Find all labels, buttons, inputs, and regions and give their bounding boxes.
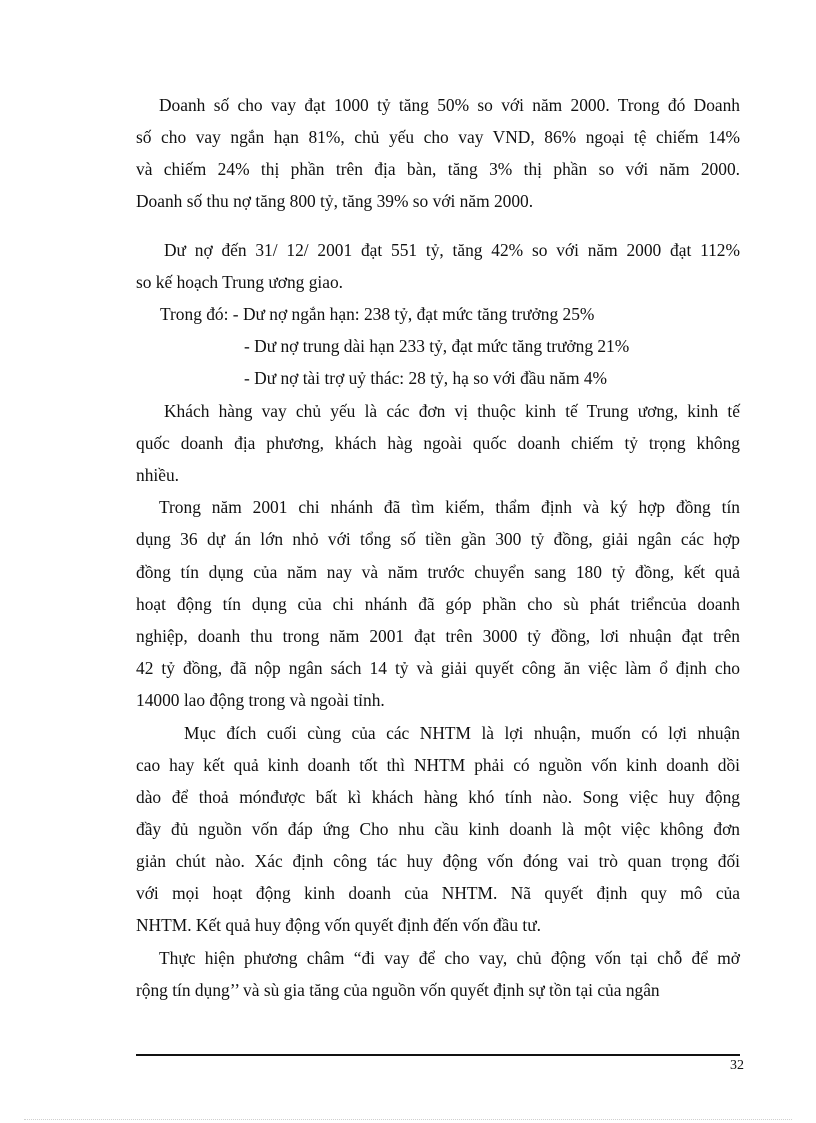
text-line: Trong năm 2001 chi nhánh đã tìm kiếm, thẩm định và ký hợp đồng tín: [159, 497, 740, 517]
text-line: Thực hiện phương châm “đi vay để cho vay, chủ động vốn tại chỗ để mở: [159, 948, 740, 968]
text-line: Khách hàng vay chủ yếu là các đơn vị thuộc kinh tế Trung ương, kinh tế: [164, 401, 740, 421]
text-line: dụng 36 dự án lớn nhỏ với tổng số tiền gần 300 tỷ đồng, giải ngân các hợp: [136, 529, 740, 549]
text-line: 42 tỷ đồng, đã nộp ngân sách 14 tỷ và giải quyết công ăn việc làm ổ định cho: [136, 658, 740, 678]
text-line: đầy đủ nguồn vốn đáp ứng Cho nhu cầu kinh doanh là một việc không đơn: [136, 819, 740, 839]
text-line: và chiếm 24% thị phần trên địa bàn, tăng 3% thị phần so với năm 2000.: [136, 159, 740, 179]
page-number: 32: [730, 1058, 744, 1073]
text-line: so kế hoạch Trung ương giao.: [136, 272, 344, 292]
list-item: - Dư nợ trung dài hạn 233 tỷ, đạt mức tăng trưởng 21%: [244, 336, 630, 356]
text-line: nghiệp, doanh thu trong năm 2001 đạt trên 3000 tỷ đồng, lơi nhuận đạt trên: [136, 626, 740, 646]
text-line: Mục đích cuối cùng của các NHTM là lợi nhuận, muốn có lợi nhuận: [184, 723, 740, 743]
text-line: Doanh số cho vay đạt 1000 tỷ tăng 50% so với năm 2000. Trong đó Doanh: [159, 95, 740, 115]
text-line: 14000 lao động trong và ngoài tỉnh.: [136, 690, 385, 710]
text-line: quốc doanh địa phương, khách hàg ngoài quốc doanh chiếm tỷ trọng không: [136, 433, 740, 453]
text-line: đồng tín dụng của năm nay và năm trước chuyển sang 180 tỷ đồng, kết quả: [136, 562, 740, 582]
list-item: Trong đó: - Dư nợ ngắn hạn: 238 tỷ, đạt mức tăng trưởng 25%: [160, 304, 595, 324]
text-line: với mọi hoạt động kinh doanh của NHTM. Nã quyết định quy mô của: [136, 883, 740, 903]
text-line: nhiều.: [136, 465, 179, 485]
text-line: dào để thoả mónđược bất kì khách hàng khó tính nào. Song việc huy động: [136, 787, 740, 807]
text-line: hoạt động tín dụng của chi nhánh đã góp phần cho sù phát triểncủa doanh: [136, 594, 740, 614]
text-line: rộng tín dụng’’ và sù gia tăng của nguồn vốn quyết định sự tồn tại của ngân: [136, 980, 660, 1000]
text-line: Dư nợ đến 31/ 12/ 2001 đạt 551 tỷ, tăng 42% so với năm 2000 đạt 112%: [164, 240, 740, 260]
page-bottom-divider: [24, 1119, 792, 1120]
text-line: cao hay kết quả kinh doanh tốt thì NHTM phải có nguồn vốn kinh doanh dồi: [136, 755, 740, 775]
text-line: giản chút nào. Xác định công tác huy động vốn đóng vai trò quan trọng đối: [136, 851, 740, 871]
text-line: NHTM. Kết quả huy động vốn quyết định đến vốn đầu tư.: [136, 915, 542, 935]
footer-rule: [136, 1054, 740, 1056]
list-item: - Dư nợ tài trợ uỷ thác: 28 tỷ, hạ so với đầu năm 4%: [244, 368, 608, 388]
text-line: Doanh số thu nợ tăng 800 tỷ, tăng 39% so với năm 2000.: [136, 191, 534, 211]
text-line: số cho vay ngắn hạn 81%, chủ yếu cho vay VND, 86% ngoại tệ chiếm 14%: [136, 127, 740, 147]
